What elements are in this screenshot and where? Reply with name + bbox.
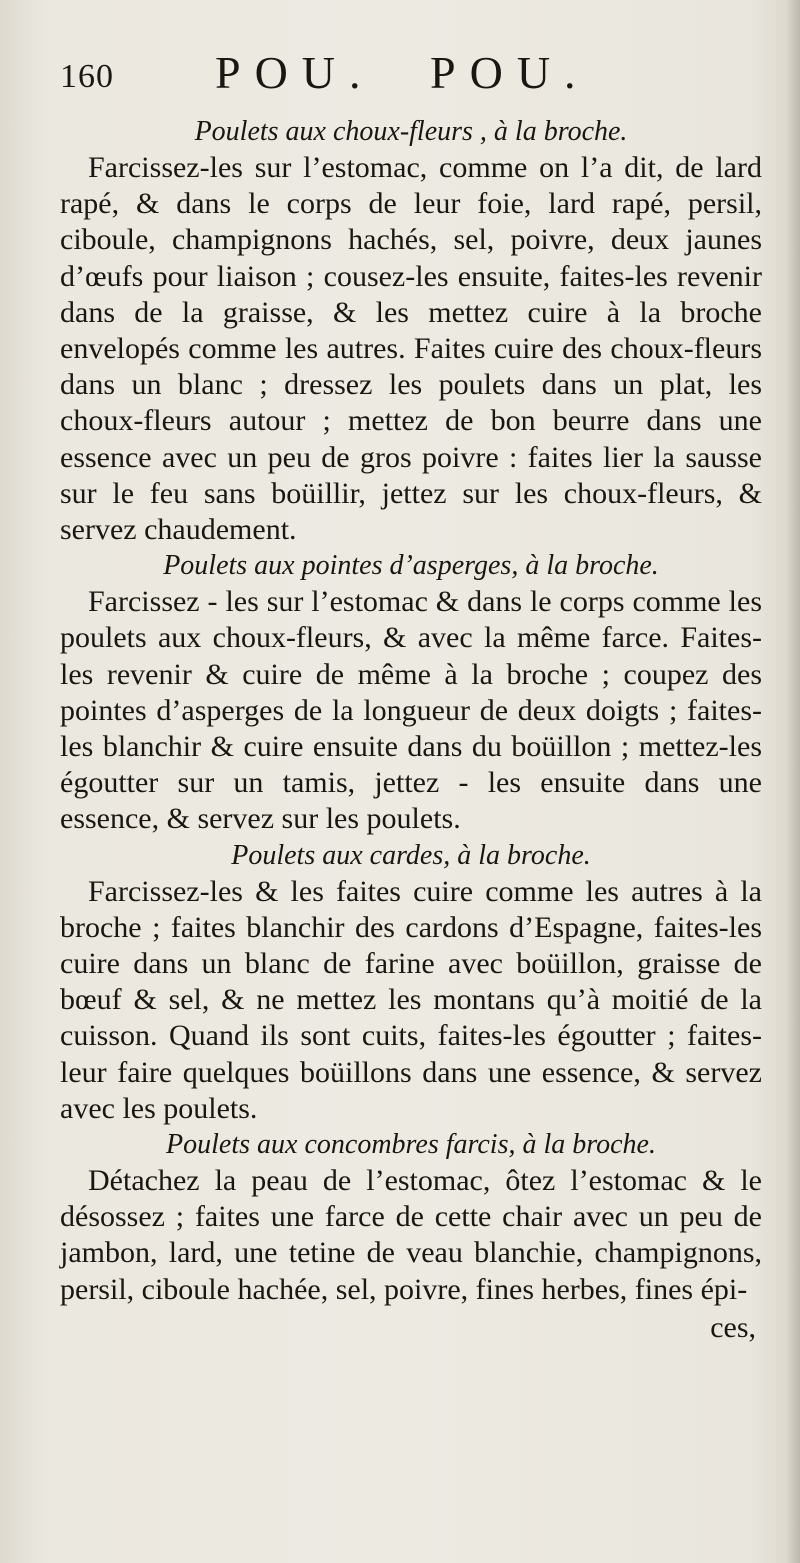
recipe-section [60, 838, 762, 1127]
page-number: 160 [60, 58, 114, 95]
recipe-text: Farcissez - les sur l’estomac & dans le corps comme les poulets aux choux-fleurs, & avec la même farce. Faites-les revenir & cuire de même à la broche ; coupez des pointes d’asperges de la longueur de deux doigts ; faites-les blanchir & cuire ensuite dans du boüillon ; mettez-les égoutter sur un tamis, jettez - les ensuite dans une essence, & servez sur les poulets. [60, 585, 762, 836]
page-edge-shadow [786, 0, 800, 1563]
recipe-section [60, 114, 762, 548]
page-header [60, 40, 762, 114]
recipe-text: Farcissez-les & les faites cuire comme les autres à la broche ; faites blanchir des cardons d’Espagne, faites-les cuire dans un blanc de farine avec boüillon, graisse de bœuf & sel, & ne mettez les montans qu’à moitié de la cuisson. Quand ils sont cuits, faites-les égoutter ; faites-leur faire quelques boüillons dans une essence, & servez avec les poulets. [60, 874, 762, 1125]
catchword: ces, [710, 1310, 756, 1344]
recipe-title: Poulets aux concombres farcis, à la broche. [166, 1129, 656, 1161]
running-head: POU. POU. [215, 47, 590, 98]
recipe-title: Poulets aux pointes d’asperges, à la broche. [163, 550, 659, 582]
recipe-text: Farcissez-les sur l’estomac, comme on l’a dit, de lard rapé, & dans le corps de leur foie, lard rapé, persil, ciboule, champignons hachés, sel, poivre, deux jaunes d’œufs pour liaison ; cousez-les ensuite, faites-les revenir dans de la graisse, & les mettez cuire à la broche envelopés comme les autres. Faites cuire des choux-fleurs dans un blanc ; dressez les poulets dans un plat, les choux-fleurs autour ; mettez de bon beurre dans une essence avec un peu de gros poivre : faites lier la sausse sur le feu sans boüillir, jettez sur les choux-fleurs, & servez chaudement. [60, 151, 762, 547]
recipe-section [60, 548, 762, 837]
recipe-text: Détachez la peau de l’estomac, ôtez l’estomac & le désossez ; faites une farce de cette chair avec un peu de jambon, lard, une tetine de veau blanchie, champignons, persil, ciboule hachée, sel, poivre, fines herbes, fines épi- [60, 1164, 762, 1306]
recipe-title: Poulets aux cardes, à la broche. [231, 839, 591, 871]
recipe-section [60, 1127, 762, 1308]
recipe-title: Poulets aux choux-fleurs , à la broche. [194, 116, 628, 147]
page-body [60, 114, 762, 1346]
